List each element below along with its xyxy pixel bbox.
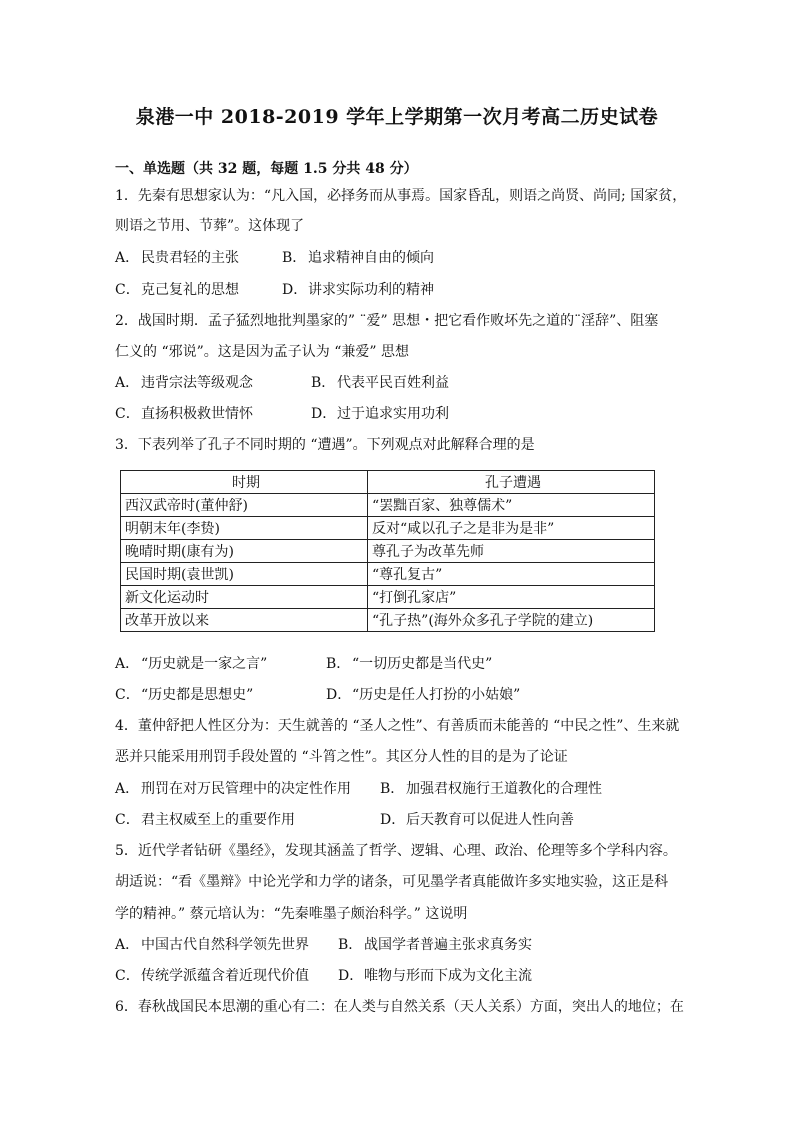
option-text: 直扬积极救世情怀 <box>141 406 253 422</box>
table-cell: “打倒孔家店” <box>368 586 655 609</box>
option-letter: C． <box>115 968 140 984</box>
option-text: 后天教育可以促进人性向善 <box>406 812 574 828</box>
option-text: 违背宗法等级观念 <box>141 375 253 391</box>
option-letter: C． <box>115 406 140 422</box>
option-text: “历史是任人打扮的小姑娘” <box>352 687 521 703</box>
option-letter: D． <box>338 968 364 984</box>
q1-option-a <box>115 248 239 268</box>
option-letter: A． <box>115 375 140 391</box>
option-letter: A． <box>115 656 140 672</box>
option-letter: D． <box>326 687 352 703</box>
option-text: 克己复礼的思想 <box>141 282 239 298</box>
table-cell: “孔子热”(海外众多孔子学院的建立) <box>368 609 655 632</box>
question-5-line-3: 学的精神。” 蔡元培认为：“先秦唯墨子颇治科学。” 这说明 <box>115 906 468 922</box>
option-letter: B． <box>311 375 336 391</box>
q3-option-b <box>326 654 492 674</box>
option-text: “一切历史都是当代史” <box>352 656 493 672</box>
option-text: 民贵君轻的主张 <box>141 250 239 266</box>
q1-option-c <box>115 280 239 300</box>
table-header: 孔子遭遇 <box>368 471 655 494</box>
q3-option-a <box>115 654 267 674</box>
q2-option-a <box>115 373 253 393</box>
q2-option-c <box>115 404 253 424</box>
q4-option-d <box>380 810 574 830</box>
table-cell: “尊孔复古” <box>368 563 655 586</box>
q5-option-a <box>115 935 309 955</box>
question-4-line-1: 4．董仲舒把人性区分为：天生就善的 “圣人之性”、有善质而未能善的 “中民之性”、生来就 <box>115 718 680 734</box>
option-letter: A． <box>115 250 140 266</box>
exam-title: 泉港一中 2018-2019 学年上学期第一次月考高二历史试卷 <box>135 106 659 128</box>
table-cell: 新文化运动时 <box>121 586 368 609</box>
option-letter: B． <box>282 250 307 266</box>
q4-option-c <box>115 810 295 830</box>
table-cell: 明朝末年(李贽) <box>121 517 368 540</box>
q3-option-c <box>115 685 253 705</box>
option-text: 刑罚在对万民管理中的决定性作用 <box>141 781 351 797</box>
q5-option-c <box>115 966 309 986</box>
question-5-line-2: 胡适说：“看《墨辩》中论光学和力学的诸条，可见墨学者真能做许多实地实验，这正是科 <box>115 874 669 890</box>
option-text: 过于追求实用功利 <box>337 406 449 422</box>
q2-option-d <box>311 404 449 424</box>
q1-option-b <box>282 248 434 268</box>
table-row <box>121 540 655 563</box>
option-letter: D． <box>380 812 406 828</box>
section-heading: 一、单选题（共 32 题，每题 1.5 分共 48 分） <box>115 161 418 177</box>
option-text: “历史就是一家之言” <box>141 656 268 672</box>
table-header-row <box>121 471 655 494</box>
option-letter: C． <box>115 687 140 703</box>
option-text: 唯物与形而下成为文化主流 <box>364 968 532 984</box>
q4-option-a <box>115 779 351 799</box>
q5-option-d <box>338 966 532 986</box>
option-text: 中国古代自然科学领先世界 <box>141 937 309 953</box>
confucius-table <box>120 470 655 632</box>
question-5-line-1: 5．近代学者钻研《墨经》，发现其涵盖了哲学、逻辑、心理、政治、伦理等多个学科内容。 <box>115 843 677 859</box>
option-text: 君主权威至上的重要作用 <box>141 812 295 828</box>
table-cell: 反对“咸以孔子之是非为是非” <box>368 517 655 540</box>
question-3-line-1: 3．下表列举了孔子不同时期的 “遭遇”。下列观点对此解释合理的是 <box>115 437 535 453</box>
q5-option-b <box>338 935 532 955</box>
option-letter: D． <box>311 406 337 422</box>
table-cell: 西汉武帝时(董仲舒) <box>121 494 368 517</box>
table-row <box>121 586 655 609</box>
table-cell: 改革开放以来 <box>121 609 368 632</box>
table-header: 时期 <box>121 471 368 494</box>
option-letter: B． <box>380 781 405 797</box>
q2-option-b <box>311 373 449 393</box>
table-row <box>121 609 655 632</box>
table-cell: 晚晴时期(康有为) <box>121 540 368 563</box>
option-text: 追求精神自由的倾向 <box>308 250 434 266</box>
question-2-line-1: 2．战国时期．孟子猛烈地批判墨家的” ¨爱” 思想・把它看作败坏先之道的¨淫辞”、阻塞 <box>115 313 659 329</box>
option-letter: B． <box>338 937 363 953</box>
question-6-line-1: 6．春秋战国民本思潮的重心有二：在人类与自然关系（天人关系）方面，突出人的地位；在 <box>115 999 684 1015</box>
option-text: 讲求实际功利的精神 <box>308 282 434 298</box>
table-cell: 民国时期(袁世凯) <box>121 563 368 586</box>
question-1-line-1: 1．先秦有思想家认为：“凡入国，必择务而从事焉。国家昏乱，则语之尚贤、尚同; 国家贫， <box>115 188 687 204</box>
option-text: 加强君权施行王道教化的合理性 <box>406 781 602 797</box>
option-letter: A． <box>115 937 140 953</box>
option-letter: A． <box>115 781 140 797</box>
q4-option-b <box>380 779 602 799</box>
question-1-line-2: 则语之节用、节葬”。这体现了 <box>115 218 305 234</box>
question-2-line-2: 仁义的 “邪说”。这是因为孟子认为 “兼爱” 思想 <box>115 344 409 360</box>
option-text: “历史都是思想史” <box>141 687 254 703</box>
table-cell: 尊孔子为改革先师 <box>368 540 655 563</box>
option-text: 代表平民百姓利益 <box>337 375 449 391</box>
option-text: 传统学派蕴含着近现代价值 <box>141 968 309 984</box>
table-row <box>121 517 655 540</box>
option-letter: C． <box>115 812 140 828</box>
option-letter: D． <box>282 282 308 298</box>
option-letter: C． <box>115 282 140 298</box>
q3-option-d <box>326 685 520 705</box>
q1-option-d <box>282 280 434 300</box>
option-text: 战国学者普遍主张求真务实 <box>364 937 532 953</box>
table-row <box>121 563 655 586</box>
table-row <box>121 494 655 517</box>
question-4-line-2: 恶并只能采用刑罚手段处置的 “斗筲之性”。其区分人性的目的是为了论证 <box>115 749 568 765</box>
option-letter: B． <box>326 656 351 672</box>
table-cell: “罢黜百家、独尊儒术” <box>368 494 655 517</box>
